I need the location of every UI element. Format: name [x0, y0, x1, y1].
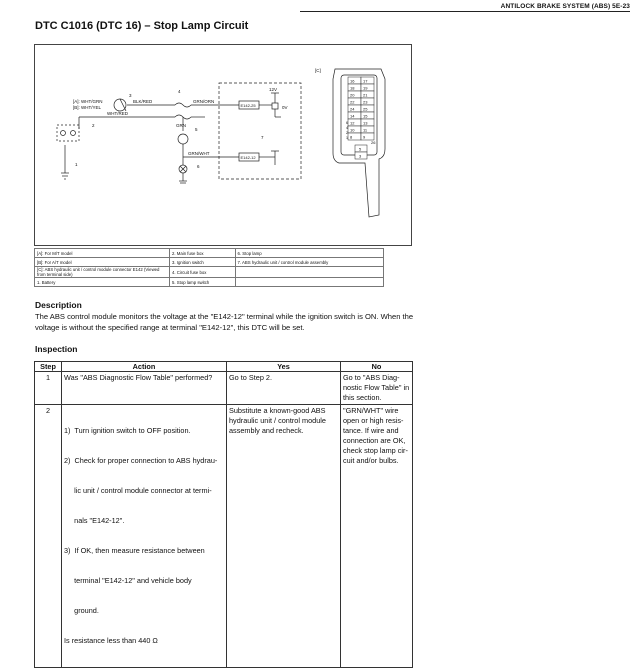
legend-cell: 7. ABS hydraulic unit / control module assembly: [235, 258, 383, 267]
no-line: check stop lamp cir-: [343, 446, 408, 455]
yes-line: Substitute a known-good ABS: [229, 406, 326, 415]
pin-label: 1: [346, 136, 348, 140]
step-number: 1: [35, 372, 62, 405]
wire-grn: GRN: [176, 123, 186, 128]
pin-label: 18: [350, 85, 355, 91]
battery-terminal-icon: [61, 131, 66, 136]
yes-line: hydraulic unit / control module: [229, 416, 326, 425]
callout-3: 3: [129, 93, 132, 98]
ignition-switch-icon: [114, 99, 126, 111]
no-cell: [341, 372, 413, 405]
description-heading: Description: [35, 300, 82, 310]
pin-label: 5: [359, 146, 362, 152]
pin-label: 14: [350, 113, 355, 119]
abs-module-box: [219, 83, 301, 179]
wire-wht-red: WHT/RED: [107, 111, 128, 116]
label-c: [C]: [315, 68, 321, 73]
label-b: [B]: WHT/YEL: [73, 105, 102, 110]
fuse-icon: [175, 103, 191, 107]
col-action: Action: [62, 362, 227, 372]
yes-cell: [227, 372, 341, 405]
no-line: connection are OK,: [343, 436, 406, 445]
no-line: this section.: [343, 393, 382, 402]
description-text: The ABS control module monitors the voltage at the "E142-12" terminal while the ignition switch is ON. When the voltage is without the specified range at terminal "E142-12", this DTC will be set.: [35, 312, 414, 332]
callout-4: 4: [178, 89, 181, 94]
legend-cell: 3. Ignition switch: [170, 258, 236, 267]
callout-2: 2: [92, 123, 95, 128]
action-line: 2) Check for proper connection to ABS hydrau-: [64, 456, 218, 465]
pin-label: 12: [350, 120, 355, 126]
stop-lamp-switch-icon: [178, 134, 188, 144]
page-header: ANTILOCK BRAKE SYSTEM (ABS) 5E-23: [500, 3, 630, 10]
legend-table: [34, 248, 384, 287]
step-number: 2: [35, 405, 62, 668]
pin-label: 3: [359, 153, 362, 159]
pin-label: 9: [363, 134, 366, 140]
pin-label: 19: [363, 85, 368, 91]
callout-7: 7: [261, 135, 264, 140]
col-yes: Yes: [227, 362, 341, 372]
pin-label: 17: [363, 78, 368, 84]
pin-label: 21: [363, 92, 368, 98]
action-line: Was "ABS Diagnostic Flow Table" performed?: [64, 373, 213, 382]
inspection-header-row: [35, 362, 413, 372]
yes-line: Go to Step 2.: [229, 373, 272, 382]
voltage-12v: 12V: [269, 87, 278, 92]
no-line: "GRN/WHT" wire: [343, 406, 399, 415]
action-line: lic unit / control module connector at termi-: [64, 486, 212, 495]
no-line: Go to "ABS Diag-: [343, 373, 400, 382]
pin-label: 22: [350, 99, 355, 105]
legend-cell: [235, 278, 383, 287]
voltage-0v: 0V: [282, 105, 288, 110]
pin-label: 8: [350, 134, 353, 140]
conn-e142-25-label: E142-25: [240, 103, 256, 108]
yes-cell: [227, 405, 341, 668]
extra-pin-labels: [346, 120, 376, 160]
conn-e142-12-label: E142-12: [240, 155, 256, 160]
no-line: open or high resis-: [343, 416, 404, 425]
inspection-heading: Inspection: [35, 344, 78, 354]
page-title: DTC C1016 (DTC 16) – Stop Lamp Circuit: [35, 20, 249, 32]
callout-1: 1: [75, 162, 78, 167]
pin-label: 11: [363, 127, 368, 133]
pin-label: 15: [363, 113, 368, 119]
battery-terminal-icon: [71, 131, 76, 136]
inspection-table: [34, 361, 413, 668]
legend-cell: 6. Stop lamp: [235, 249, 383, 258]
legend-row: [35, 258, 384, 267]
action-line: nals "E142-12".: [64, 516, 125, 525]
legend-cell: 4. Circuit fuse box: [170, 267, 236, 278]
pin-label: 10: [350, 127, 355, 133]
legend-cell: [A]: For M/T model: [35, 249, 170, 258]
wire-grn-wht: GRN/WHT: [188, 151, 210, 156]
legend-cell: [235, 267, 383, 278]
pin-label: 13: [363, 120, 368, 126]
action-cell: [62, 372, 227, 405]
pin-label: 20: [350, 92, 355, 98]
action-cell: [62, 405, 227, 668]
label-a: [A]: WHT/GRN: [73, 99, 103, 104]
col-no: No: [341, 362, 413, 372]
legend-row: [35, 267, 384, 278]
legend-cell: 5. Stop lamp switch: [170, 278, 236, 287]
callout-5: 5: [195, 127, 198, 132]
legend-cell: [B]: For A/T model: [35, 258, 170, 267]
legend-cell: [C]: ABS hydraulic unit / control module connector E142 (Viewed from terminal side): [35, 267, 170, 278]
pin-label: 16: [350, 78, 355, 84]
col-step: Step: [35, 362, 62, 372]
pin-label: 6: [346, 121, 348, 125]
action-line: terminal "E142-12" and vehicle body: [64, 576, 192, 585]
no-cell: [341, 405, 413, 668]
legend-cell: 1. Battery: [35, 278, 170, 287]
pin-label: 26: [371, 140, 376, 145]
no-line: tance. If wire and: [343, 426, 399, 435]
callout-6: 6: [197, 164, 200, 169]
table-row: [35, 372, 413, 405]
header-rule: [300, 11, 630, 12]
action-line: Is resistance less than 440 Ω: [64, 636, 158, 645]
table-row: [35, 405, 413, 668]
legend-row: [35, 278, 384, 287]
legend-cell: 2. Main fuse box: [170, 249, 236, 258]
pin-label: 25: [363, 106, 368, 112]
wire-grn-orn: GRN/ORN: [193, 99, 215, 104]
no-line: nostic Flow Table" in: [343, 383, 410, 392]
pin-label: 4: [346, 126, 348, 130]
action-line: 3) If OK, then measure resistance between: [64, 546, 205, 555]
pin-label: 23: [363, 99, 368, 105]
wire-blk-red: BLK/RED: [133, 99, 153, 104]
legend-row: [35, 249, 384, 258]
no-line: cuit and/or bulbs.: [343, 456, 399, 465]
action-line: ground.: [64, 606, 99, 615]
yes-line: assembly and recheck.: [229, 426, 304, 435]
action-line: 1) Turn ignition switch to OFF position.: [64, 426, 191, 435]
pin-label: 2: [346, 131, 348, 135]
pin-label: 24: [350, 106, 355, 112]
